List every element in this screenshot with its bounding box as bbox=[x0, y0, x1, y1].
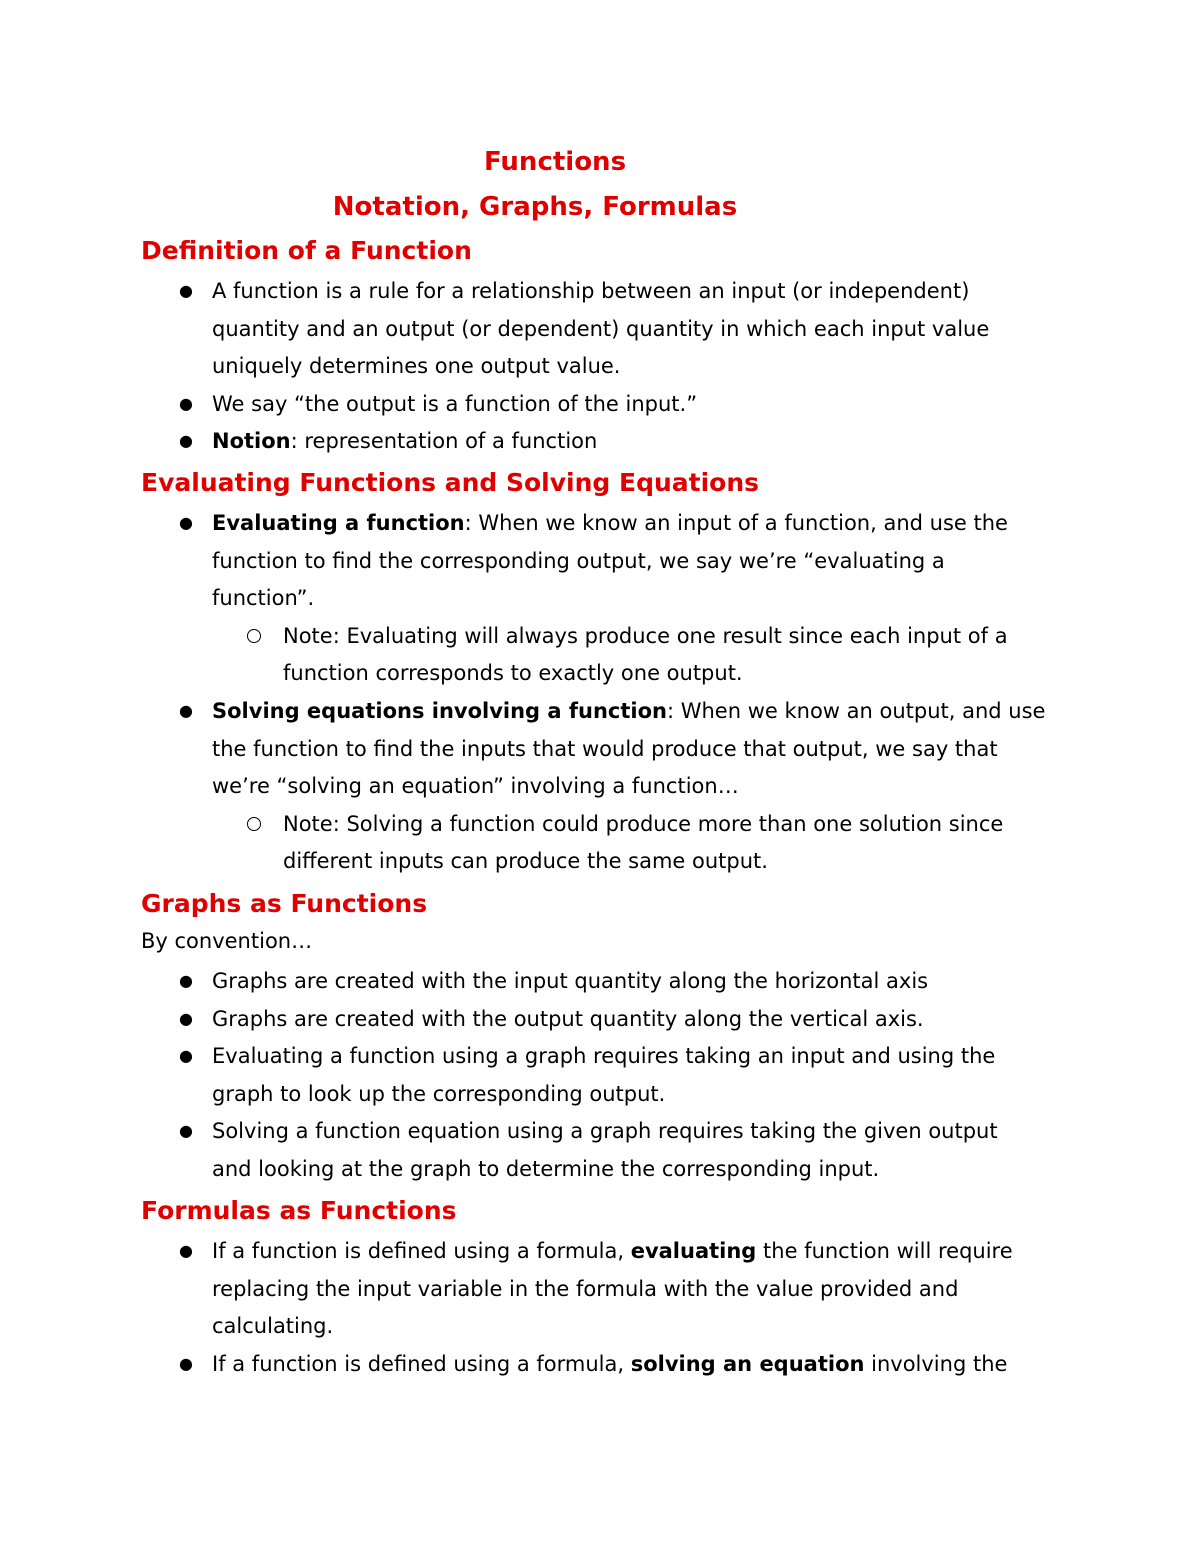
bullet-dot-icon: ● bbox=[179, 431, 193, 450]
graphs-bullet-3-line-2: graph to look up the corresponding output. bbox=[212, 1082, 666, 1106]
hollow-circle-icon bbox=[247, 817, 261, 831]
term-solving-an-equation: solving an equation bbox=[630, 1352, 865, 1376]
bullet-dot-icon: ● bbox=[179, 971, 193, 990]
formulas-bullet-2-pre: If a function is defined using a formula, bbox=[212, 1352, 631, 1376]
formulas-bullet-1-line-3: calculating. bbox=[212, 1314, 334, 1338]
bullet-dot-icon: ● bbox=[179, 1121, 193, 1140]
term-solving-equations: Solving equations involving a function bbox=[212, 699, 667, 723]
hollow-circle-icon bbox=[247, 629, 261, 643]
evaluating-note-2-line-2: different inputs can produce the same output. bbox=[283, 849, 768, 873]
page-title: Functions bbox=[483, 147, 627, 177]
definition-bullet-1-line-3: uniquely determines one output value. bbox=[212, 354, 621, 378]
bullet-dot-icon: ● bbox=[179, 1046, 193, 1065]
term-evaluating: evaluating bbox=[630, 1239, 757, 1263]
evaluating-bullet-2-line-1 bbox=[212, 696, 1045, 726]
bullet-dot-icon: ● bbox=[179, 701, 193, 720]
definition-bullet-1-line-2: quantity and an output (or dependent) quantity in which each input value bbox=[212, 317, 990, 341]
section-heading-formulas: Formulas as Functions bbox=[141, 1196, 457, 1225]
formulas-bullet-1-post: the function will require bbox=[756, 1239, 1013, 1263]
definition-bullet-3 bbox=[212, 426, 597, 456]
graphs-bullet-2: Graphs are created with the output quantity along the vertical axis. bbox=[212, 1007, 924, 1031]
bullet-dot-icon: ● bbox=[179, 1009, 193, 1028]
definition-bullet-1-line-1: A function is a rule for a relationship between an input (or independent) bbox=[212, 279, 970, 303]
evaluating-note-2-line-1: Note: Solving a function could produce more than one solution since bbox=[283, 812, 1004, 836]
definition-bullet-2: We say “the output is a function of the input.” bbox=[212, 392, 698, 416]
section-heading-graphs: Graphs as Functions bbox=[141, 889, 428, 918]
term-notion: Notion bbox=[212, 429, 291, 453]
evaluating-note-1-line-2: function corresponds to exactly one output. bbox=[283, 661, 743, 685]
evaluating-bullet-2-line-2: the function to find the inputs that would produce that output, we say that bbox=[212, 737, 998, 761]
graphs-bullet-4-line-2: and looking at the graph to determine the corresponding input. bbox=[212, 1157, 880, 1181]
evaluating-bullet-1-text: : When we know an input of a function, and use the bbox=[464, 511, 1008, 535]
evaluating-bullet-2-line-3: we’re “solving an equation” involving a function… bbox=[212, 774, 739, 798]
evaluating-bullet-1-line-1 bbox=[212, 508, 1008, 538]
bullet-dot-icon: ● bbox=[179, 394, 193, 413]
term-evaluating-a-function: Evaluating a function bbox=[212, 511, 465, 535]
evaluating-note-1-line-1: Note: Evaluating will always produce one result since each input of a bbox=[283, 624, 1008, 648]
graphs-bullet-4-line-1: Solving a function equation using a graph requires taking the given output bbox=[212, 1119, 998, 1143]
evaluating-bullet-2-text: : When we know an output, and use bbox=[666, 699, 1046, 723]
bullet-dot-icon: ● bbox=[179, 1241, 193, 1260]
formulas-bullet-1-line-2: replacing the input variable in the formula with the value provided and bbox=[212, 1277, 959, 1301]
formulas-bullet-2-line-1 bbox=[212, 1349, 1007, 1379]
evaluating-bullet-1-line-2: function to find the corresponding output, we say we’re “evaluating a bbox=[212, 549, 945, 573]
graphs-bullet-3-line-1: Evaluating a function using a graph requires taking an input and using the bbox=[212, 1044, 996, 1068]
graphs-intro: By convention… bbox=[141, 929, 313, 953]
section-heading-evaluating: Evaluating Functions and Solving Equations bbox=[141, 468, 760, 497]
page-subtitle: Notation, Graphs, Formulas bbox=[332, 192, 738, 222]
formulas-bullet-1-pre: If a function is defined using a formula, bbox=[212, 1239, 631, 1263]
section-heading-definition: Definition of a Function bbox=[141, 236, 472, 265]
bullet-dot-icon: ● bbox=[179, 1354, 193, 1373]
bullet-dot-icon: ● bbox=[179, 281, 193, 300]
formulas-bullet-2-post: involving the bbox=[864, 1352, 1008, 1376]
graphs-bullet-1: Graphs are created with the input quantity along the horizontal axis bbox=[212, 969, 929, 993]
definition-bullet-3-text: : representation of a function bbox=[290, 429, 598, 453]
bullet-dot-icon: ● bbox=[179, 513, 193, 532]
evaluating-bullet-1-line-3: function”. bbox=[212, 586, 315, 610]
formulas-bullet-1-line-1 bbox=[212, 1236, 1013, 1266]
